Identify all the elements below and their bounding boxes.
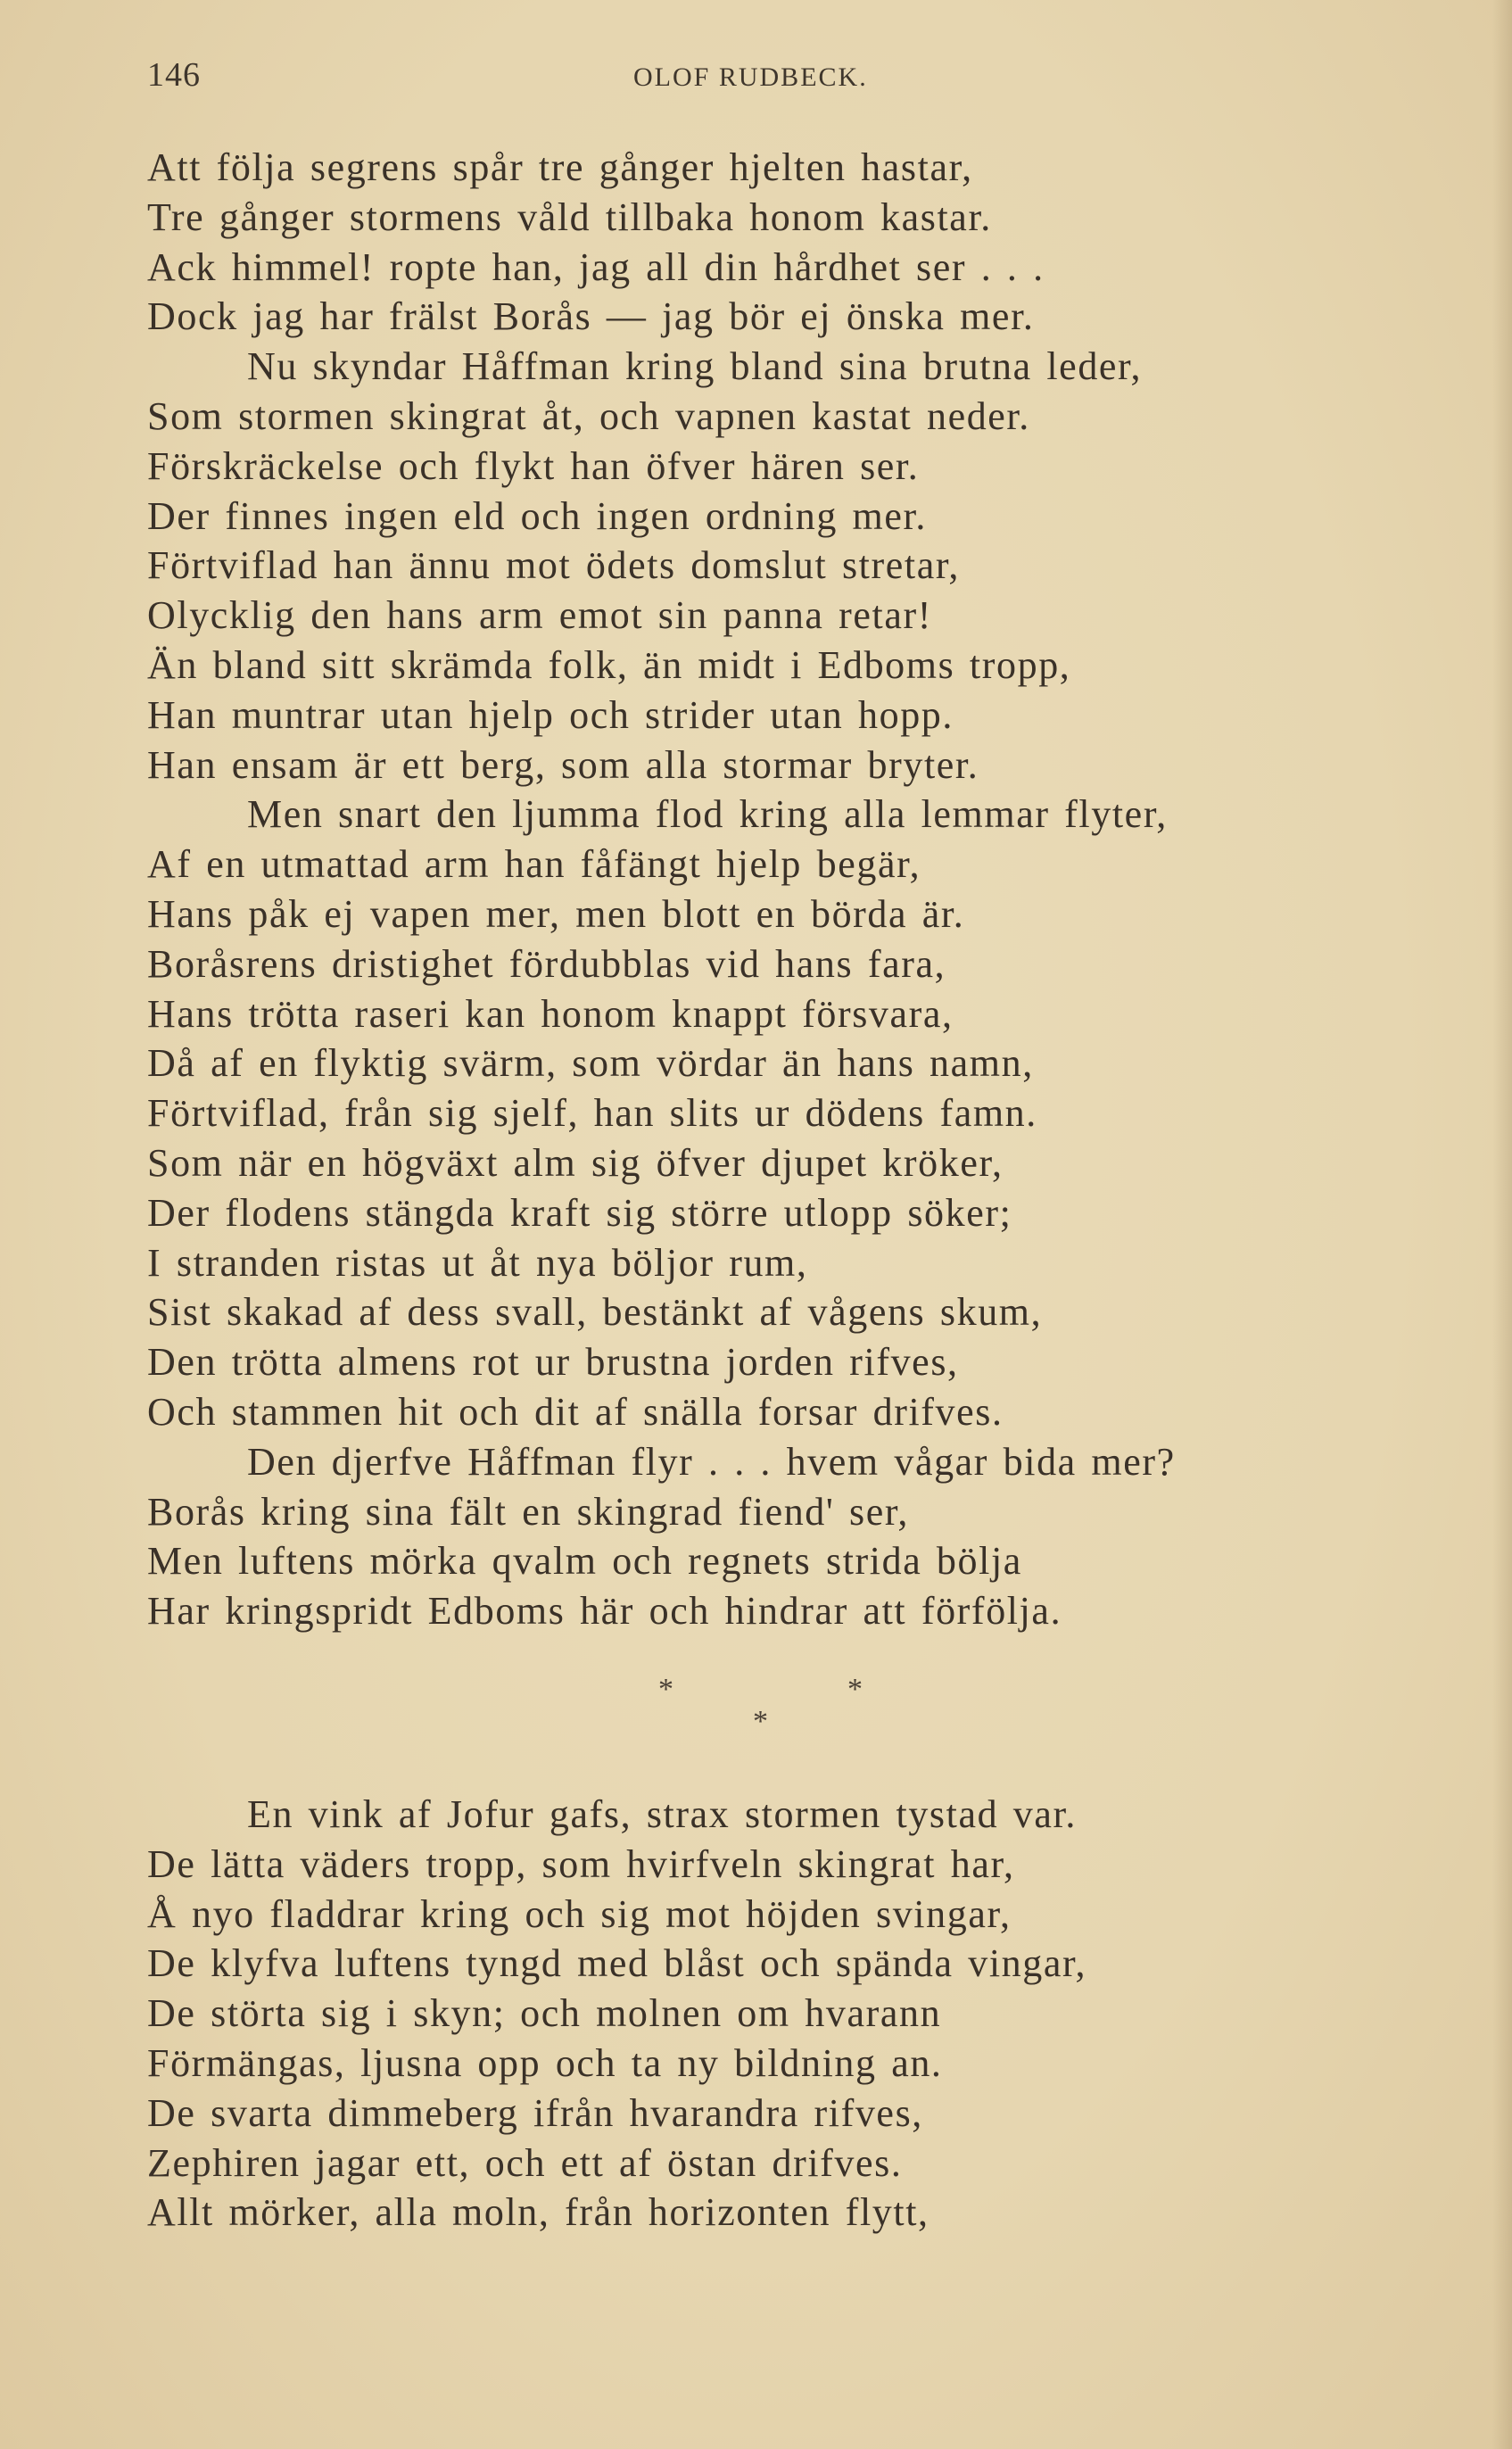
poem-line: Han ensam är ett berg, som alla stormar bryter. <box>147 742 979 787</box>
poem-line: Som stormen skingrat åt, och vapnen kastat neder. <box>147 393 1030 438</box>
poem-line: Nu skyndar Håffman kring bland sina brutna leder, <box>247 344 1143 389</box>
poem-line: Den djerfve Håffman flyr . . . hvem vågar bida mer? <box>247 1439 1176 1484</box>
poem-line: De svarta dimmeberg ifrån hvarandra rifves, <box>147 2090 923 2135</box>
poem-line: Har kringspridt Edboms här och hindrar att förfölja. <box>147 1589 1062 1634</box>
poem-line: De lätta väders tropp, som hvirfveln skingrat har, <box>147 1841 1015 1886</box>
poem-line: Der flodens stängda kraft sig större utlopp söker; <box>147 1190 1012 1235</box>
poem-line: Tre gånger stormens våld tillbaka honom kastar. <box>147 194 992 239</box>
poem-line: De klyfva luftens tyngd med blåst och spända vingar, <box>147 1941 1087 1986</box>
poem-line: Förtviflad, från sig sjelf, han slits ur dödens famn. <box>147 1091 1037 1136</box>
poem-line: Men snart den ljumma flod kring alla lemmar flyter, <box>247 792 1168 837</box>
poem-line: Sist skakad af dess svall, bestänkt af vågens skum, <box>147 1290 1043 1335</box>
asterisk-left: * <box>658 1673 673 1706</box>
poem-line: I stranden ristas ut åt nya böljor rum, <box>147 1240 808 1285</box>
poem-line: Dock jag har frälst Borås — jag bör ej önska mer. <box>147 294 1035 339</box>
poem-stanza-2 <box>147 1790 1360 2238</box>
poem-line: Den trötta almens rot ur brustna jorden rifves, <box>147 1340 959 1385</box>
poem-line: Förskräckelse och flykt han öfver hären ser. <box>147 443 920 488</box>
poem-line: Boråsrens dristighet fördubblas vid hans fara, <box>147 941 946 986</box>
asterisk-bottom: * <box>753 1705 768 1738</box>
poem-line: Men luftens mörka qvalm och regnets strida bölja <box>147 1539 1022 1584</box>
poem-line: Ack himmel! ropte han, jag all din hårdhet ser . . . <box>147 244 1045 289</box>
asterisk-right: * <box>847 1673 863 1706</box>
poem-line: Som när en högväxt alm sig öfver djupet kröker, <box>147 1140 1004 1185</box>
poem-line: Förtviflad han ännu mot ödets domslut stretar, <box>147 543 960 588</box>
poem-line: Och stammen hit och dit af snälla forsar drifves. <box>147 1389 1004 1434</box>
poem-line: Der finnes ingen eld och ingen ordning mer. <box>147 493 927 538</box>
poem-line: Af en utmattad arm han fåfängt hjelp begär, <box>147 842 921 887</box>
poem-line: Hans trötta raseri kan honom knappt försvara, <box>147 991 954 1036</box>
poem-line: De störta sig i skyn; och molnen om hvarann <box>147 1991 942 2036</box>
poem-line: Förmängas, ljusna opp och ta ny bildning an. <box>147 2040 943 2085</box>
poem-line: Olycklig den hans arm emot sin panna retar! <box>147 593 932 638</box>
poem-line: Allt mörker, alla moln, från horizonten flytt, <box>147 2190 930 2235</box>
poem-line: Han muntrar utan hjelp och strider utan hopp. <box>147 692 954 737</box>
running-title: OLOF RUDBECK. <box>633 62 868 92</box>
poem-line: En vink af Jofur gafs, strax stormen tystad var. <box>247 1792 1077 1836</box>
poem-line: Zephiren jagar ett, och ett af östan drifves. <box>147 2140 903 2185</box>
poem-line: Än bland sitt skrämda folk, än midt i Edboms tropp, <box>147 642 1071 687</box>
poem-line: Å nyo fladdrar kring och sig mot höjden svingar, <box>147 1891 1012 1936</box>
poem-line: Att följa segrens spår tre gånger hjelten hastar, <box>147 145 973 189</box>
poem-line: Då af en flyktig svärm, som vördar än hans namn, <box>147 1041 1034 1086</box>
page-edge-shadow <box>1492 0 1512 2449</box>
poem-line: Borås kring sina fält en skingrad fiend' ser, <box>147 1489 909 1534</box>
poem-stanza-1 <box>147 143 1360 1636</box>
page-header <box>147 55 1360 100</box>
section-asterism <box>0 1673 1512 1744</box>
page-number: 146 <box>147 56 201 94</box>
poem-line: Hans påk ej vapen mer, men blott en börda är. <box>147 891 965 936</box>
